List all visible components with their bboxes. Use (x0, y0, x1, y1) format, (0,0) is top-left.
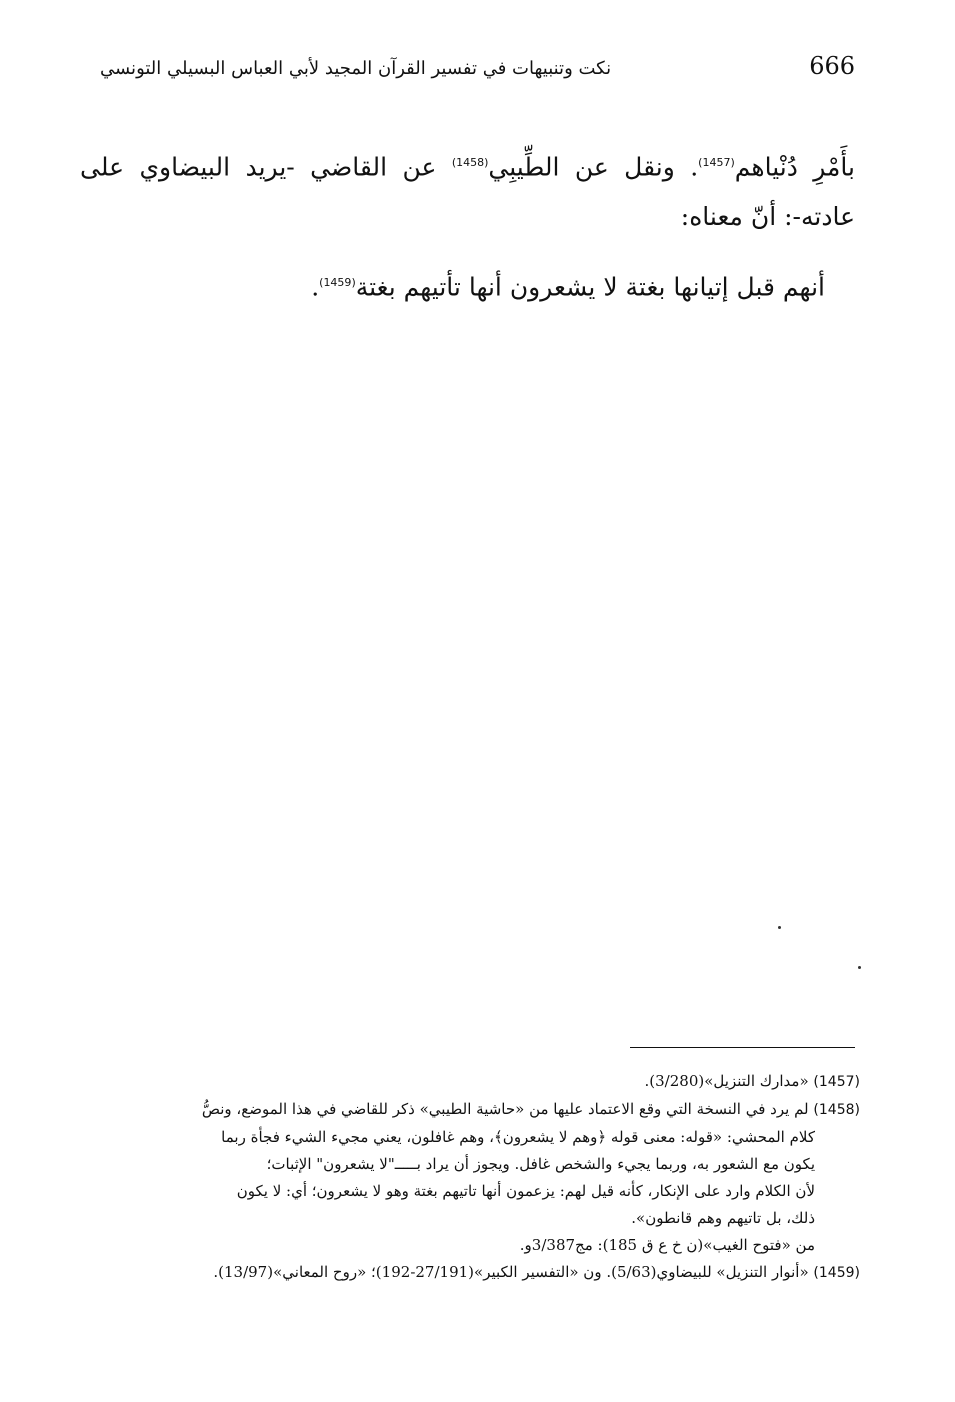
footnote-ref-1458[interactable]: (1458) (451, 156, 489, 169)
page-number: 666 (809, 52, 855, 80)
scan-speck (858, 966, 861, 969)
footnote-1458-line: يكون مع الشعور به، وربما يجيء والشخص غافل. ويجوز أن يراد بـــــ"لا يشعرون" الإثبات؛ (266, 1155, 815, 1173)
footnote-1458-line: كلام المحشي: «قوله: معنى قوله ﴿وهم لا يشعرون﴾، وهم غافلون، يعني مجيء الشيء فجأة ربما (221, 1128, 815, 1146)
footnote-1458 (80, 1096, 860, 1124)
quoted-text (80, 258, 825, 312)
body-text-part: . ونقل عن الطِّيبِي (488, 152, 699, 182)
footnote-number: (1459) (813, 1265, 860, 1281)
footnote-ref-1457[interactable]: (1457) (698, 156, 735, 169)
running-title: نكت وتنبيهات في تفسير القرآن المجيد لأبي العباس البسيلي التونسي (100, 58, 612, 79)
footnote-number: (1457) (813, 1074, 860, 1090)
footnote-ref-1459[interactable]: (1459) (319, 276, 356, 289)
footnote-text: «أنوار التنزيل» للبيضاوي(5/63). ون «التفسير الكبير»(27/191-192)؛ «روح المعاني»(13/97). (213, 1263, 809, 1281)
body-text-part: بأَمْرِ دُنْياهم (734, 152, 855, 182)
footnote-separator (630, 1047, 855, 1048)
footnote-1457 (80, 1068, 860, 1096)
footnote-number: (1458) (813, 1102, 860, 1118)
scan-speck (778, 926, 781, 929)
footnote-text: «مدارك التنزيل»(3/280). (644, 1072, 809, 1090)
footnote-1458-source: من «فتوح الغيب»(ن خ ع ق 185): مج3/387و. (519, 1236, 815, 1254)
body-paragraph (80, 138, 855, 242)
footnote-1458-line: لأن الكلام وارد على الإنكار، كأنه قيل لهم: يزعمون أنها تاتيهم بغتة وهو لا يشعرون؛ أي: لا يكون (236, 1182, 815, 1200)
footnote-1459 (80, 1259, 860, 1287)
page-header (80, 50, 855, 90)
footnote-text: لم يرد في النسخة التي وقع الاعتماد عليها من «حاشية الطيبي» ذكر للقاضي في هذا الموضع، ونصُّ (201, 1100, 809, 1118)
quote-body: أنهم قبل إتيانها بغتة لا يشعرون أنها تأتيهم بغتة (355, 272, 825, 302)
body-text-part: عن القاضي -يريد البيضاوي على عادته-: أنّ معناه: (80, 152, 855, 232)
footnote-1458-line: ذلك، بل تاتيهم وهم قانطون». (631, 1209, 815, 1227)
quote-end: . (311, 272, 320, 302)
footnotes (80, 1068, 860, 1287)
